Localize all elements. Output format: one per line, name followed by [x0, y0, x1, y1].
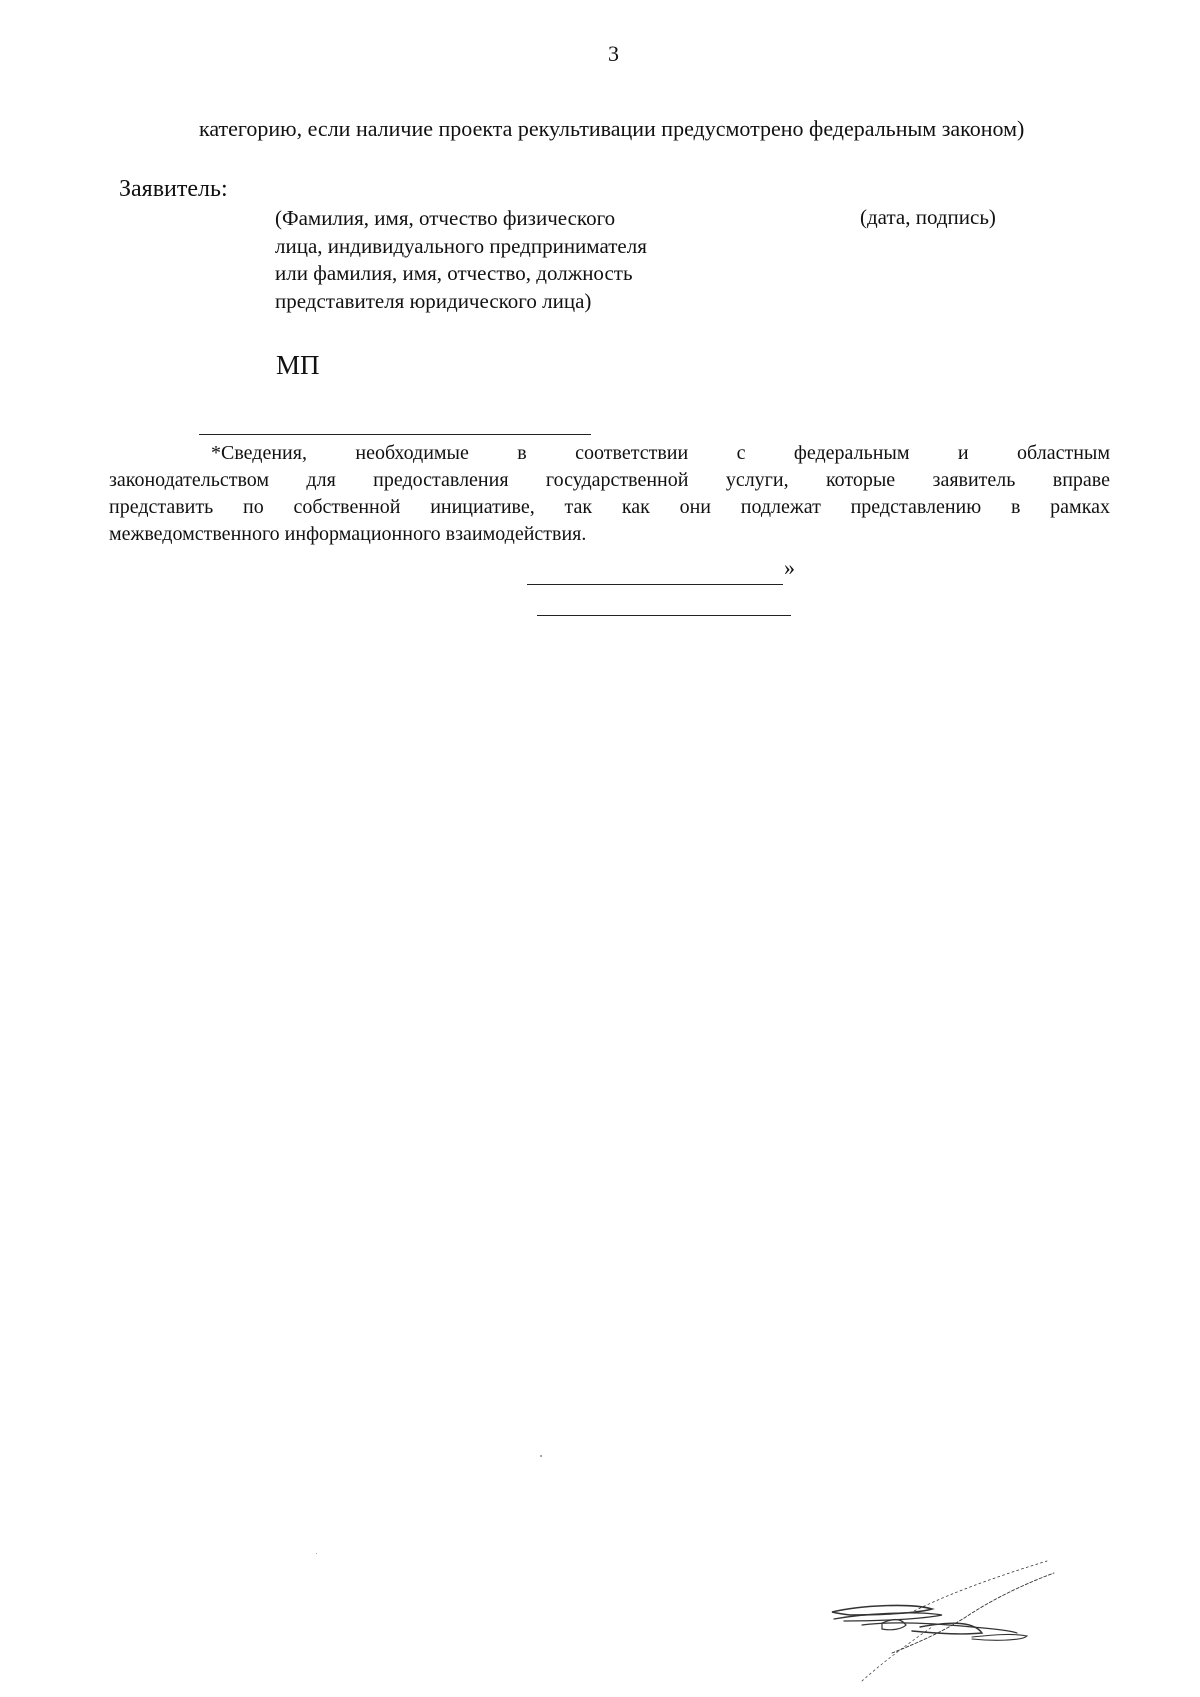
- footnote: [109, 440, 1110, 548]
- applicant-description-line: или фамилия, имя, отчество, должность: [275, 261, 633, 285]
- footnote-line: *Сведения, необходимые в соответствии с федеральным и областным: [211, 442, 1110, 464]
- footnote-line: законодательством для предоставления государственной услуги, которые заявитель вправе: [109, 469, 1110, 491]
- applicant-label: Заявитель:: [119, 176, 228, 202]
- scan-speck: [316, 1553, 317, 1554]
- footnote-line: межведомственного информационного взаимодействия.: [109, 523, 587, 545]
- applicant-description-line: (Фамилия, имя, отчество физического: [275, 206, 616, 230]
- seal-mark: МП: [276, 350, 320, 380]
- applicant-description: [275, 205, 647, 315]
- continuation-text: категорию, если наличие проекта рекультивации предусмотрено федеральным законом): [199, 116, 1025, 141]
- footnote-line: представить по собственной инициативе, так как они подлежат представлению в рамках: [109, 496, 1110, 518]
- scan-speck: [540, 1455, 542, 1457]
- signature-icon: [822, 1553, 1062, 1693]
- closing-quote: »: [784, 555, 795, 580]
- page-number: 3: [608, 41, 619, 66]
- applicant-description-line: представителя юридического лица): [275, 288, 592, 313]
- applicant-description-line: лица, индивидуального предпринимателя: [275, 233, 647, 258]
- closing-blank-line: [527, 584, 783, 585]
- blank-line: [537, 615, 791, 616]
- footnote-divider: [199, 434, 591, 435]
- date-signature-note: (дата, подпись): [860, 205, 996, 229]
